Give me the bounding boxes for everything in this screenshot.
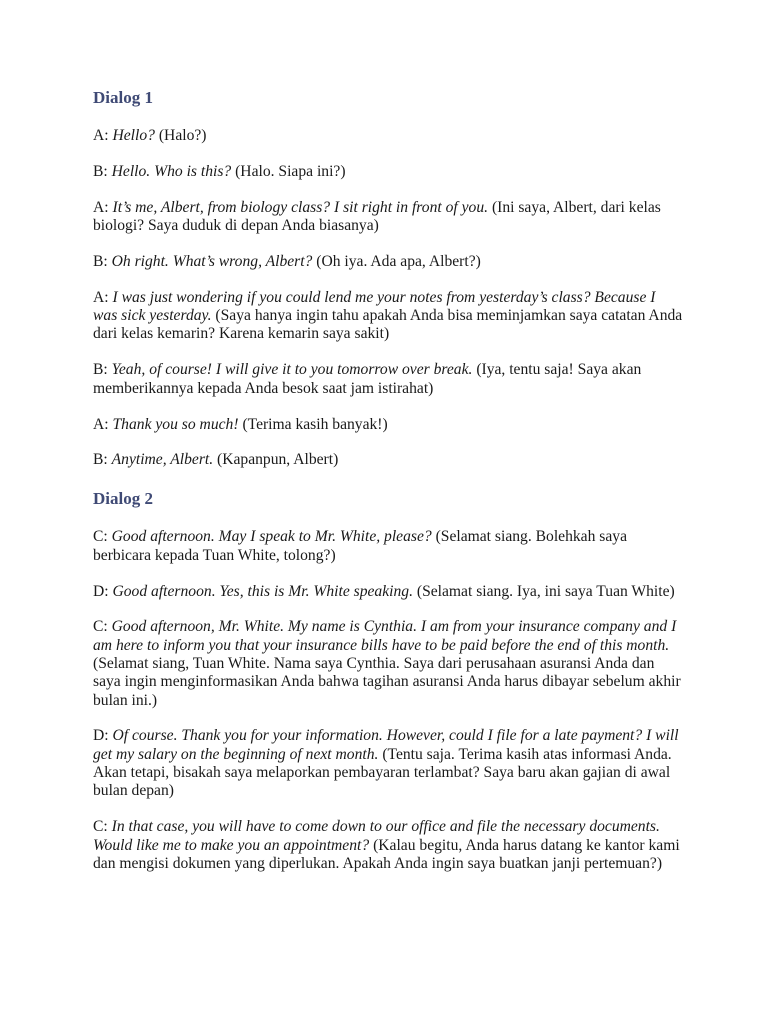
indonesian-translation: (Tentu saja. Terima kasih atas informasi Anda. Akan tetapi, bisakah saya melaporkan pembayaran terlambat? Saya baru akan gajian di awal bulan depan) (93, 745, 672, 800)
indonesian-translation: (Selamat siang. Bolehkah saya berbicara kepada Tuan White, tolong?) (93, 528, 627, 564)
dialog-line (93, 127, 683, 145)
english-line: Thank you so much! (112, 415, 239, 433)
english-line: It’s me, Albert, from biology class? I sit right in front of you. (112, 198, 489, 216)
speaker-label: A: (93, 288, 109, 306)
dialog-2-section (93, 487, 683, 873)
indonesian-translation: (Terima kasih banyak!) (242, 415, 388, 433)
indonesian-translation: (Ini saya, Albert, dari kelas biologi? Saya duduk di depan Anda biasanya) (93, 198, 661, 235)
english-line: Hello. Who is this? (111, 162, 232, 180)
dialog-line (93, 618, 683, 709)
indonesian-translation: (Kapanpun, Albert) (217, 451, 339, 469)
dialog-line (93, 199, 683, 236)
english-line: Hello? (112, 127, 155, 144)
indonesian-translation: (Kalau begitu, Anda harus datang ke kantor kami dan mengisi dokumen yang diperlukan. Apakah Anda ingin saya buatkan janji pertemuan?) (93, 836, 680, 872)
english-line: Good afternoon. May I speak to Mr. White, please? (111, 528, 432, 546)
speaker-label: B: (93, 162, 108, 180)
english-line: Good afternoon. Yes, this is Mr. White speaking. (112, 582, 413, 600)
indonesian-translation: (Oh iya. Ada apa, Albert?) (316, 252, 481, 270)
dialog-line (93, 583, 683, 601)
speaker-label: C: (93, 528, 108, 546)
indonesian-translation: (Halo?) (158, 127, 207, 144)
speaker-label: C: (93, 618, 108, 636)
speaker-label: A: (93, 127, 109, 144)
indonesian-translation: (Selamat siang, Tuan White. Nama saya Cynthia. Saya dari perusahaan asuransi Anda dan saya ingin menginformasikan Anda bahwa tagihan asuransi Anda harus dibayar sebelum akhir bulan ini.) (93, 654, 681, 709)
speaker-label: B: (93, 451, 108, 469)
dialog-line (93, 416, 683, 434)
dialog-line (93, 163, 683, 181)
dialog-line (93, 289, 683, 344)
english-line: Good afternoon, Mr. White. My name is Cynthia. I am from your insurance company and I am here to inform you that your insurance bills have to be paid before the end of this month. (93, 618, 677, 654)
document-page (93, 86, 683, 891)
dialog-line (93, 361, 683, 398)
indonesian-translation: (Iya, tentu saja! Saya akan memberikannya kepada Anda besok saat jam istirahat) (93, 361, 642, 397)
dialog-1-section (93, 86, 683, 470)
indonesian-translation: (Halo. Siapa ini?) (235, 162, 346, 180)
english-line: Yeah, of course! I will give it to you tomorrow over break. (111, 361, 473, 379)
english-line: Of course. Thank you for your information. However, could I file for a late payment? I will get my salary on the beginning of next month. (93, 727, 679, 763)
indonesian-translation: (Selamat siang. Iya, ini saya Tuan White) (416, 582, 675, 600)
english-line: Anytime, Albert. (111, 451, 214, 469)
speaker-label: A: (93, 415, 109, 433)
speaker-label: B: (93, 361, 108, 379)
dialog-line (93, 727, 683, 800)
speaker-label: D: (93, 582, 109, 600)
dialog-2-heading: Dialog 2 (93, 489, 153, 509)
dialog-line (93, 818, 683, 873)
english-line: In that case, you will have to come down to our office and file the necessary documents. Would like me to make you an appointment? (93, 818, 660, 854)
dialog-line (93, 253, 683, 271)
dialog-1-heading: Dialog 1 (93, 88, 153, 107)
indonesian-translation: (Saya hanya ingin tahu apakah Anda bisa meminjamkan saya catatan Anda dari kelas kemarin? Karena kemarin saya sakit) (93, 307, 683, 343)
speaker-label: C: (93, 818, 108, 836)
dialog-line (93, 451, 683, 469)
speaker-label: D: (93, 727, 109, 745)
dialog-line (93, 528, 683, 565)
english-line: Oh right. What’s wrong, Albert? (111, 252, 313, 270)
speaker-label: A: (93, 198, 109, 216)
speaker-label: B: (93, 252, 108, 270)
english-line: I was just wondering if you could lend me your notes from yesterday’s class? Because I was sick yesterday. (93, 288, 656, 325)
